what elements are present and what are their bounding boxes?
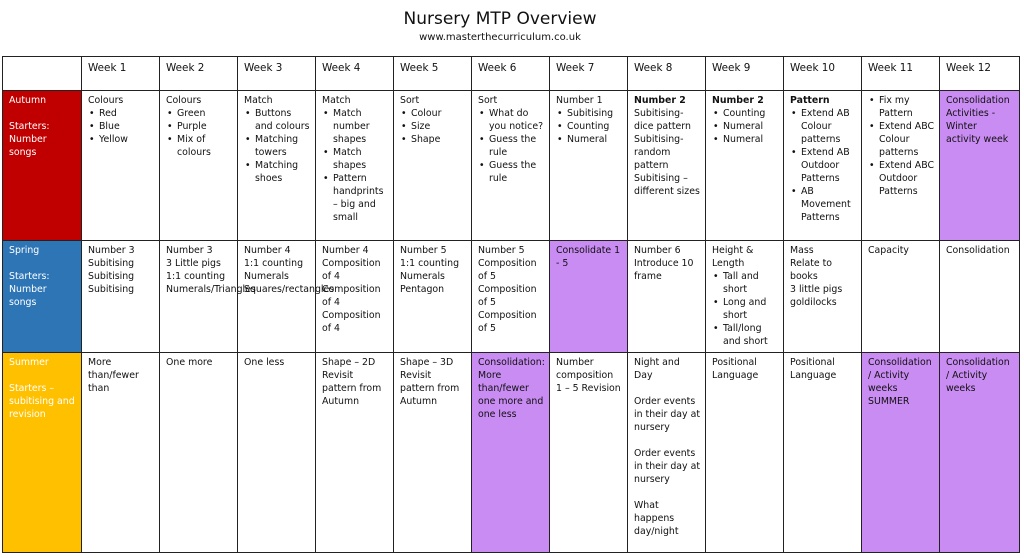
plan-cell	[238, 353, 316, 553]
season-name: Summer	[9, 357, 49, 368]
cell-heading: Height & Length	[712, 245, 754, 269]
cell-paragraph: Night and Day	[634, 357, 680, 381]
cell-line: Number 3	[166, 245, 213, 256]
week-header: Week 10	[784, 57, 862, 91]
summer-season-cell	[3, 353, 82, 553]
plan-cell	[394, 91, 472, 241]
bullet-list	[322, 107, 388, 224]
cell-line: Positional Language	[790, 357, 837, 381]
cell-line: Consolidation / Activity weeks	[946, 357, 1010, 394]
bullet-list	[244, 107, 310, 185]
cell-line: Consolidate 1 - 5	[556, 245, 621, 269]
cell-heading: Sort	[478, 95, 498, 106]
plan-cell	[784, 241, 862, 353]
season-name: Autumn	[9, 95, 47, 106]
bullet-list	[712, 107, 778, 146]
cell-heading: Pattern	[790, 95, 830, 106]
cell-line: Number 6	[634, 245, 681, 256]
cell-paragraph: Order events in their day at nursery	[634, 448, 700, 485]
cell-line: 1:1 counting	[166, 271, 226, 282]
bullet-item: • Yellow	[99, 133, 154, 146]
bullet-list	[166, 107, 232, 159]
cell-line: Number 4	[244, 245, 291, 256]
cell-line: Number 3	[88, 245, 135, 256]
cell-line: Subitising – different sizes	[634, 173, 700, 197]
cell-heading: Number 1	[556, 95, 603, 106]
bullet-list	[712, 270, 778, 348]
bullet-list	[478, 107, 544, 185]
page-title: Nursery MTP Overview	[403, 9, 597, 29]
paragraph-gap	[634, 486, 700, 499]
plan-cell	[550, 91, 628, 241]
plan-cell	[862, 91, 940, 241]
corner-cell	[3, 57, 82, 91]
bullet-item: • Subitising	[567, 107, 622, 120]
bullet-item: • Long and short	[723, 296, 778, 322]
cell-line: Capacity	[868, 245, 909, 256]
bullet-item: • Buttons and colours	[255, 107, 310, 133]
plan-cell	[940, 241, 1020, 353]
plan-cell	[238, 241, 335, 353]
bullet-item: • Extend AB Colour patterns	[801, 107, 856, 146]
bullet-item: • Red	[99, 107, 154, 120]
plan-cell	[394, 241, 472, 353]
summer-row	[3, 353, 1020, 553]
cell-line: Pentagon	[400, 284, 445, 295]
plan-cell	[706, 91, 784, 241]
week-header: Week 8	[628, 57, 706, 91]
cell-line: Composition of 5	[478, 258, 537, 282]
bullet-list	[556, 107, 622, 146]
cell-paragraph: What happens day/night	[634, 500, 679, 537]
bullet-item: • Extend AB Outdoor Patterns	[801, 146, 856, 185]
bullet-item: • What do you notice?	[489, 107, 544, 133]
cell-line: Composition of 5	[478, 284, 537, 308]
bullet-item: • Extend ABC Outdoor Patterns	[879, 159, 934, 198]
bullet-item: • Blue	[99, 120, 154, 133]
cell-line: Consolidation: More than/fewer one more and one less	[478, 357, 545, 420]
bullet-item: • AB Movement Patterns	[801, 185, 856, 224]
bullet-item: • Numeral	[567, 133, 622, 146]
cell-line: 3 Little pigs	[166, 258, 221, 269]
cell-line: Mass	[790, 245, 814, 256]
season-starters: Starters: Number songs	[9, 271, 50, 308]
plan-cell	[316, 91, 394, 241]
plan-cell	[550, 353, 628, 553]
cell-line: Introduce 10 frame	[634, 258, 694, 282]
cell-line: Number 5	[478, 245, 525, 256]
mtp-table	[2, 56, 1020, 553]
week-header: Week 12	[940, 57, 1020, 91]
week-header: Week 5	[394, 57, 472, 91]
cell-line: Number 5	[400, 245, 447, 256]
plan-cell	[472, 241, 550, 353]
cell-line: Consolidation	[946, 245, 1010, 256]
cell-line: Composition of 4	[322, 310, 381, 334]
bullet-item: • Green	[177, 107, 232, 120]
bullet-item: • Match shapes	[333, 146, 388, 172]
bullet-item: • Guess the rule	[489, 159, 544, 185]
bullet-item: • Colour	[411, 107, 466, 120]
autumn-season-cell	[3, 91, 82, 241]
season-starters: Starters: Number songs	[9, 121, 50, 158]
cell-line: Numerals/Triangles	[166, 284, 256, 295]
plan-cell	[550, 241, 628, 353]
plan-cell	[316, 241, 394, 353]
cell-line: Shape – 2D Revisit pattern from Autumn	[322, 357, 382, 407]
spring-row	[3, 241, 1020, 353]
week-header: Week 11	[862, 57, 940, 91]
bullet-item: • Size	[411, 120, 466, 133]
plan-cell	[82, 241, 160, 353]
bullet-item: • Counting	[567, 120, 622, 133]
bullet-item: • Counting	[723, 107, 778, 120]
plan-cell	[82, 91, 160, 241]
bullet-item: • Mix of colours	[177, 133, 232, 159]
cell-line: 1:1 counting	[244, 258, 304, 269]
cell-heading: Colours	[88, 95, 124, 106]
cell-line: Subitising	[88, 271, 135, 282]
plan-cell	[472, 91, 550, 241]
plan-cell	[628, 91, 706, 241]
cell-line: Numerals	[400, 271, 445, 282]
bullet-item: • Pattern handprints – big and small	[333, 172, 388, 224]
cell-heading: Sort	[400, 95, 420, 106]
week-header: Week 2	[160, 57, 238, 91]
plan-cell	[940, 353, 1020, 553]
plan-cell	[160, 353, 238, 553]
week-header: Week 9	[706, 57, 784, 91]
spring-season-cell	[3, 241, 82, 353]
cell-line: One more	[166, 357, 213, 368]
plan-cell	[862, 241, 940, 353]
bullet-item: • Matching shoes	[255, 159, 310, 185]
bullet-item: • Extend ABC Colour patterns	[879, 120, 934, 159]
cell-line: 1:1 counting	[400, 258, 460, 269]
plan-cell	[784, 353, 862, 553]
cell-line: Shape – 3D Revisit pattern from Autumn	[400, 357, 460, 407]
plan-cell	[940, 91, 1020, 241]
bullet-item: • Match number shapes	[333, 107, 388, 146]
plan-cell	[784, 91, 862, 241]
cell-line: 3 little pigs goldilocks	[790, 284, 843, 308]
season-starters: Starters – subitising and revision	[9, 383, 75, 420]
cell-line: Composition of 5	[478, 310, 537, 334]
plan-cell	[862, 353, 940, 553]
plan-cell	[238, 91, 316, 241]
week-header: Week 7	[550, 57, 628, 91]
bullet-list	[400, 107, 466, 146]
cell-paragraph: Order events in their day at nursery	[634, 396, 700, 433]
bullet-list	[88, 107, 154, 146]
week-header: Week 3	[238, 57, 316, 91]
cell-heading: Colours	[166, 95, 202, 106]
plan-cell	[394, 353, 472, 553]
autumn-row	[3, 91, 1020, 241]
bullet-list	[790, 107, 856, 224]
plan-cell	[82, 353, 160, 553]
cell-line: Consolidation Activities - Winter activity week	[946, 95, 1010, 145]
cell-heading: Number 2	[634, 95, 686, 106]
cell-line: Subitising	[88, 284, 135, 295]
header-row	[3, 57, 1020, 91]
week-header: Week 6	[472, 57, 550, 91]
cell-line: Subitising	[88, 258, 135, 269]
plan-cell	[628, 353, 706, 553]
cell-line: Relate to books	[790, 258, 833, 282]
cell-line: More than/fewer than	[88, 357, 139, 394]
plan-cell	[160, 91, 238, 241]
plan-cell	[628, 241, 706, 353]
cell-heading: Match	[244, 95, 273, 106]
plan-cell	[706, 241, 784, 353]
cell-line: Number composition 1 – 5 Revision	[556, 357, 621, 394]
bullet-item: • Purple	[177, 120, 232, 133]
cell-line: Composition of 4	[322, 258, 381, 282]
plan-cell	[706, 353, 784, 553]
cell-line: Composition of 4	[322, 284, 381, 308]
cell-line: Numerals	[244, 271, 289, 282]
bullet-item: • Tall/long and short	[723, 322, 778, 348]
bullet-item: • Tall and short	[723, 270, 778, 296]
cell-line: Subitising- random pattern	[634, 134, 684, 171]
cell-line: Squares/rectangles	[244, 284, 335, 295]
cell-heading: Number 2	[712, 95, 764, 106]
plan-cell	[316, 353, 394, 553]
bullet-item: • Shape	[411, 133, 466, 146]
cell-line: Positional Language	[712, 357, 759, 381]
cell-line: Number 4	[322, 245, 369, 256]
week-header: Week 4	[316, 57, 394, 91]
bullet-list	[868, 94, 934, 198]
bullet-item: • Guess the rule	[489, 133, 544, 159]
bullet-item: • Fix my Pattern	[879, 94, 934, 120]
plan-cell	[160, 241, 256, 353]
website-url: www.masterthecurriculum.co.uk	[419, 32, 581, 43]
bullet-item: • Numeral	[723, 133, 778, 146]
bullet-item: • Matching towers	[255, 133, 310, 159]
week-header: Week 1	[82, 57, 160, 91]
cell-line: Subitising- dice pattern	[634, 108, 691, 132]
paragraph-gap	[634, 382, 700, 395]
cell-line: One less	[244, 357, 285, 368]
cell-heading: Match	[322, 95, 351, 106]
plan-cell	[472, 353, 550, 553]
cell-line: Consolidation / Activity weeks SUMMER	[868, 357, 932, 407]
bullet-item: • Numeral	[723, 120, 778, 133]
paragraph-gap	[634, 434, 700, 447]
season-name: Spring	[9, 245, 40, 256]
